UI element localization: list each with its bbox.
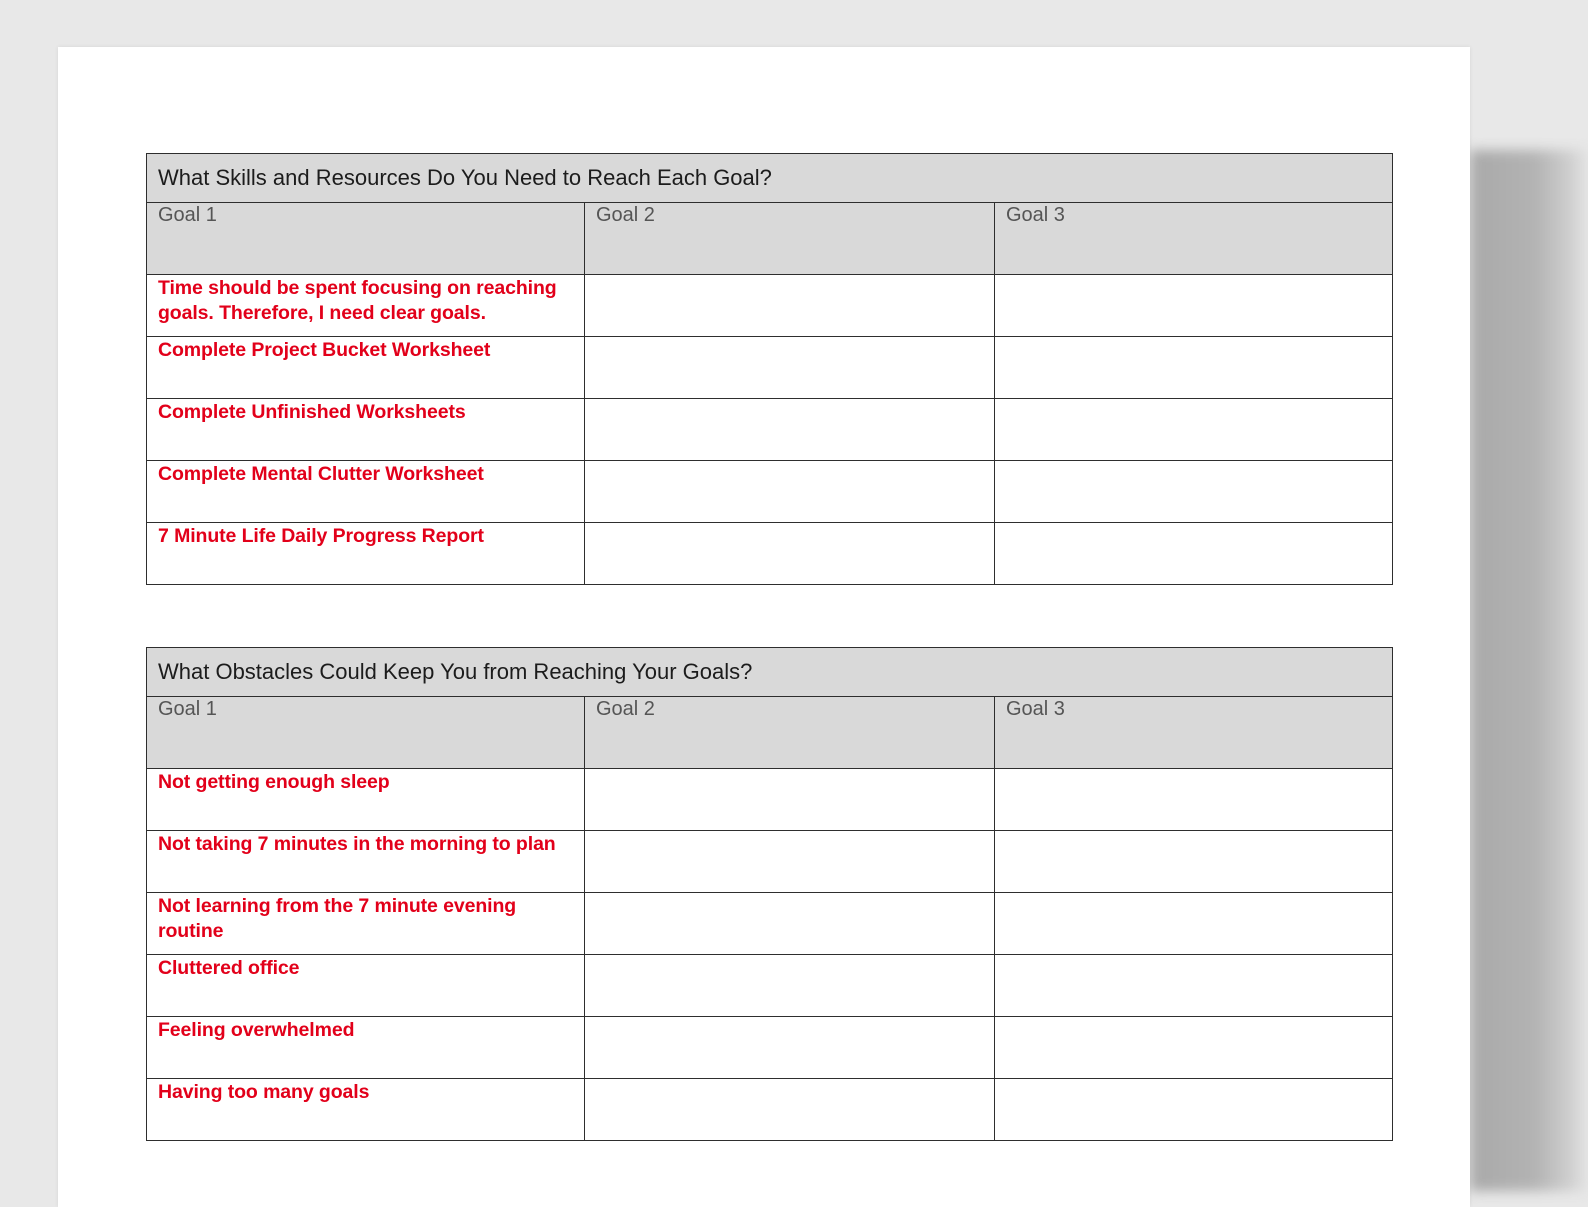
skills-row-4-goal-2[interactable]: [585, 461, 995, 523]
obstacles-row-3-goal-3[interactable]: [995, 893, 1393, 955]
skills-goal-1-header: Goal 1: [147, 203, 585, 275]
skills-row-1-goal-3[interactable]: [995, 275, 1393, 337]
skills-row-3-goal-2[interactable]: [585, 399, 995, 461]
obstacles-row-1-goal-3[interactable]: [995, 769, 1393, 831]
obstacles-row-4-goal-2[interactable]: [585, 955, 995, 1017]
obstacles-goal-3-header: Goal 3: [995, 697, 1393, 769]
obstacles-row-1-goal-1[interactable]: [147, 769, 585, 831]
obstacles-goal-1-header: Goal 1: [147, 697, 585, 769]
skills-table-title: What Skills and Resources Do You Need to Reach Each Goal?: [147, 154, 1393, 203]
obstacles-row-5-goal-1[interactable]: [147, 1017, 585, 1079]
table-row: [147, 523, 1393, 585]
obstacles-table: [146, 647, 1393, 1141]
table-row: [147, 461, 1393, 523]
entry-text: Cluttered office: [158, 957, 300, 979]
obstacles-row-6-goal-2[interactable]: [585, 1079, 995, 1141]
page-drop-shadow: [1470, 150, 1588, 1191]
skills-resources-table: [146, 153, 1393, 585]
skills-row-4-goal-1[interactable]: [147, 461, 585, 523]
entry-text: Time should be spent focusing on reaching goals. Therefore, I need clear goals.: [158, 277, 557, 324]
skills-row-2-goal-1[interactable]: [147, 337, 585, 399]
skills-row-3-goal-1[interactable]: [147, 399, 585, 461]
obstacles-table-title: What Obstacles Could Keep You from Reaching Your Goals?: [147, 648, 1393, 697]
skills-row-2-goal-3[interactable]: [995, 337, 1393, 399]
obstacles-row-5-goal-3[interactable]: [995, 1017, 1393, 1079]
table-row: [147, 337, 1393, 399]
obstacles-row-2-goal-2[interactable]: [585, 831, 995, 893]
entry-text: Complete Mental Clutter Worksheet: [158, 463, 484, 485]
entry-text: Not learning from the 7 minute evening routine: [158, 895, 517, 942]
skills-row-5-goal-1[interactable]: [147, 523, 585, 585]
obstacles-row-2-goal-3[interactable]: [995, 831, 1393, 893]
entry-text: Not taking 7 minutes in the morning to plan: [158, 833, 556, 855]
table-row: [147, 893, 1393, 955]
table-row: [147, 275, 1393, 337]
entry-text: Having too many goals: [158, 1081, 370, 1103]
entry-text: Not getting enough sleep: [158, 771, 390, 793]
entry-text: 7 Minute Life Daily Progress Report: [158, 525, 484, 547]
table-row: [147, 1079, 1393, 1141]
table-row: [147, 831, 1393, 893]
entry-text: Feeling overwhelmed: [158, 1019, 355, 1041]
table-row: [147, 399, 1393, 461]
obstacles-row-1-goal-2[interactable]: [585, 769, 995, 831]
obstacles-row-3-goal-1[interactable]: [147, 893, 585, 955]
skills-goal-3-header: Goal 3: [995, 203, 1393, 275]
skills-row-2-goal-2[interactable]: [585, 337, 995, 399]
entry-text: Complete Unfinished Worksheets: [158, 401, 466, 423]
skills-row-4-goal-3[interactable]: [995, 461, 1393, 523]
obstacles-row-4-goal-3[interactable]: [995, 955, 1393, 1017]
table-row: [147, 1017, 1393, 1079]
skills-goal-2-header: Goal 2: [585, 203, 995, 275]
obstacles-row-3-goal-2[interactable]: [585, 893, 995, 955]
entry-text: Complete Project Bucket Worksheet: [158, 339, 491, 361]
obstacles-row-6-goal-3[interactable]: [995, 1079, 1393, 1141]
obstacles-row-4-goal-1[interactable]: [147, 955, 585, 1017]
skills-row-1-goal-1[interactable]: [147, 275, 585, 337]
table-row: [147, 955, 1393, 1017]
skills-row-1-goal-2[interactable]: [585, 275, 995, 337]
table-row: [147, 769, 1393, 831]
skills-row-5-goal-2[interactable]: [585, 523, 995, 585]
obstacles-row-5-goal-2[interactable]: [585, 1017, 995, 1079]
obstacles-goal-2-header: Goal 2: [585, 697, 995, 769]
obstacles-row-2-goal-1[interactable]: [147, 831, 585, 893]
obstacles-row-6-goal-1[interactable]: [147, 1079, 585, 1141]
skills-row-3-goal-3[interactable]: [995, 399, 1393, 461]
worksheet-page: [58, 47, 1470, 1207]
skills-row-5-goal-3[interactable]: [995, 523, 1393, 585]
